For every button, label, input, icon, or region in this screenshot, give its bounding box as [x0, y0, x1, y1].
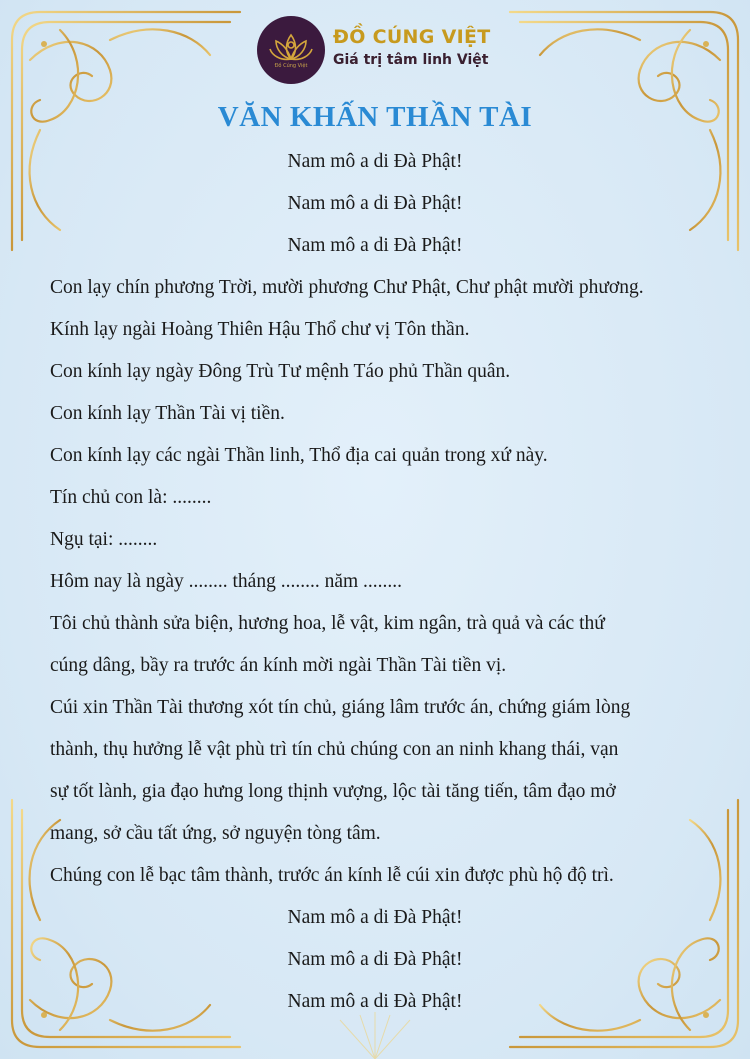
prayer-line: Cúi xin Thần Tài thương xót tín chủ, giáng lâm trước án, chứng giám lòng: [50, 697, 631, 718]
prayer-line: sự tốt lành, gia đạo hưng long thịnh vượng, lộc tài tăng tiến, tâm đạo mở: [50, 781, 616, 802]
prayer-line: thành, thụ hưởng lễ vật phù trì tín chủ chúng con an ninh khang thái, vạn: [50, 739, 619, 760]
page-title: VĂN KHẤN THẦN TÀI: [217, 101, 533, 133]
closing-line: Nam mô a di Đà Phật!: [287, 949, 463, 970]
prayer-line: Hôm nay là ngày ........ tháng ........ năm ........: [50, 571, 403, 592]
prayer-line: Tín chủ con là: ........: [50, 487, 212, 508]
closing-line: Nam mô a di Đà Phật!: [287, 907, 463, 928]
prayer-line: Con lạy chín phương Trời, mười phương Chư Phật, Chư phật mười phương.: [50, 277, 644, 298]
prayer-line: Con kính lạy Thần Tài vị tiền.: [50, 403, 285, 424]
prayer-line: mang, sở cầu tất ứng, sở nguyện tòng tâm.: [50, 823, 381, 844]
prayer-line: Con kính lạy ngày Đông Trù Tư mệnh Táo phủ Thần quân.: [50, 361, 511, 382]
closing-line: Nam mô a di Đà Phật!: [287, 991, 463, 1012]
opening-line: Nam mô a di Đà Phật!: [287, 235, 463, 256]
prayer-line: Con kính lạy các ngài Thần linh, Thổ địa cai quản trong xứ này.: [50, 445, 548, 466]
lotus-icon: [268, 31, 314, 67]
logo-caption: Đồ Cúng Việt: [274, 63, 308, 69]
brand-name: ĐỒ CÚNG VIỆT: [333, 26, 491, 48]
prayer-line: Chúng con lễ bạc tâm thành, trước án kính lễ cúi xin được phù hộ độ trì.: [50, 865, 614, 886]
opening-line: Nam mô a di Đà Phật!: [287, 151, 463, 172]
prayer-line: Ngụ tại: ........: [50, 529, 158, 550]
brand-logo: [257, 16, 325, 84]
opening-line: Nam mô a di Đà Phật!: [287, 193, 463, 214]
prayer-line: Tôi chủ thành sửa biện, hương hoa, lễ vật, kim ngân, trà quả và các thứ: [50, 613, 605, 634]
prayer-line: cúng dâng, bầy ra trước án kính mời ngài Thần Tài tiền vị.: [50, 655, 507, 676]
brand-slogan: Giá trị tâm linh Việt: [333, 52, 489, 68]
prayer-line: Kính lạy ngài Hoàng Thiên Hậu Thổ chư vị Tôn thần.: [50, 319, 470, 340]
